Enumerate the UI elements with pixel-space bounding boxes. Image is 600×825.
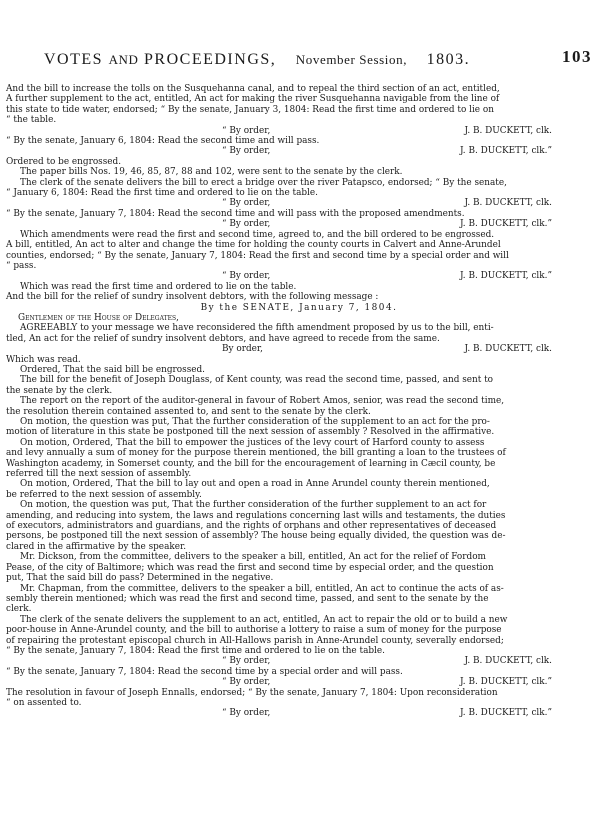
signature-clerk: J. B. DUCKETT, clk.”	[459, 271, 552, 282]
text-line: A bill, entitled, An act to alter and change the time for holding the county courts in Calvert and Anne-Arundel	[6, 240, 501, 251]
message-heading: By the SENATE, January 7, 1804.	[200, 302, 398, 313]
header-and: AND	[108, 52, 139, 67]
text-line: clerk.	[6, 604, 32, 615]
text-line: be referred to the next session of assembly.	[6, 489, 202, 500]
text-line: The bill for the benefit of Joseph Douglass, of Kent county, was read the second time, passed, and sent to	[20, 375, 494, 386]
text-line: of executors, administrators and guardians, and the rights of orphans and other representatives of deceased	[6, 521, 497, 532]
signature-block	[6, 656, 592, 666]
signature-block	[6, 198, 592, 208]
signature-by-order: “ By order,	[222, 271, 271, 282]
text-line: the resolution therein contained assented to, and sent to the senate by the clerk.	[6, 406, 371, 417]
header-year: 1803.	[426, 51, 471, 68]
text-line: AGREEABLY to your message we have reconsidered the fifth amendment proposed by us to the bill, enti-	[20, 323, 494, 334]
signature-block	[6, 708, 592, 718]
text-line: put, That the said bill do pass? Determined in the negative.	[6, 573, 274, 584]
signature-clerk: J. B. DUCKETT, clk.	[464, 125, 552, 136]
text-line: referred till the next session of assembly.	[6, 469, 192, 480]
text-line: Mr. Chapman, from the committee, delivers to the speaker a bill, entitled, An act to continue the acts of as-	[20, 583, 504, 594]
text-line: the senate by the clerk.	[6, 385, 113, 396]
text-line: On motion, the question was put, That the further consideration of the supplement to an act for the pro-	[20, 417, 490, 427]
text-line: “ on assented to.	[6, 697, 82, 708]
signature-by-order: “ By order,	[222, 146, 271, 157]
signature-by-order: “ By order,	[222, 125, 271, 136]
signature-clerk: J. B. DUCKETT, clk.	[464, 344, 552, 355]
body-text	[6, 84, 592, 719]
signature-by-order: By order,	[222, 344, 263, 355]
signature-block	[6, 126, 592, 136]
text-line: “ By the senate, January 6, 1804: Read the second time and will pass.	[6, 136, 320, 147]
signature-block	[6, 344, 592, 354]
text-line: Mr. Dickson, from the committee, delivers to the speaker a bill, entitled, An act for the relief of Fordom	[20, 552, 486, 563]
text-line: “ By the senate, January 7, 1804: Read the second time and will pass with the proposed amendments.	[6, 208, 465, 219]
text-line: And the bill for the relief of sundry insolvent debtors, with the following message :	[6, 292, 379, 303]
text-line: And the bill to increase the tolls on the Susquehanna canal, and to repeal the third section of an act, entitled,	[6, 84, 500, 94]
text-line: poor-house in Anne-Arundel county, and the bill to authorise a lottery to raise a sum of money for the purpose	[6, 625, 502, 636]
page-header	[44, 47, 592, 68]
text-line: “ the table.	[6, 115, 57, 126]
text-line: “ pass.	[6, 260, 37, 271]
text-line: and levy annually a sum of money for the purpose therein mentioned, the bill granting a loan to the trustees of	[6, 448, 506, 459]
signature-block	[6, 219, 592, 229]
text-line: Which was read.	[6, 354, 81, 365]
text-line: On motion, the question was put, That the further consideration of the further supplement to an act for	[20, 500, 487, 511]
text-line: The clerk of the senate delivers the supplement to an act, entitled, An act to repair the old or to build a new	[20, 614, 508, 625]
signature-by-order: “ By order,	[222, 677, 271, 688]
page-number: 103	[562, 47, 592, 66]
text-line: “ January 6, 1804: Read the first time and ordered to lie on the table.	[6, 188, 318, 199]
text-line: On motion, Ordered, That the bill to lay out and open a road in Anne Arundel county therein mentioned,	[20, 479, 490, 490]
text-line: The report on the report of the auditor-general in favour of Robert Amos, senior, was read the second time,	[20, 396, 505, 407]
text-line: A further supplement to the act, entitled, An act for making the river Susquehanna navigable from the line of	[6, 94, 500, 105]
signature-by-order: “ By order,	[222, 708, 271, 719]
text-line: Washington academy, in Somerset county, and the bill for the encouragement of learning in Cæcil county, be	[6, 458, 496, 469]
header-proceedings: PROCEEDINGS,	[144, 51, 277, 68]
text-line: clared in the affirmative by the speaker.	[6, 541, 187, 552]
text-line: The clerk of the senate delivers the bill to erect a bridge over the river Patapsco, endorsed; “ By the senate,	[20, 177, 507, 188]
text-line: this state to tide water, endorsed; “ By the senate, January 3, 1804: Read the first time and ordered to lie on	[6, 104, 494, 115]
text-line: Which amendments were read the first and second time, agreed to, and the bill ordered to be engrossed.	[20, 229, 495, 240]
signature-clerk: J. B. DUCKETT, clk.”	[459, 677, 552, 688]
text-line: counties, endorsed; “ By the senate, January 7, 1804: Read the first and second time by a special order and will	[6, 250, 509, 261]
header-session: November Session,	[295, 52, 408, 67]
header-votes: VOTES	[44, 51, 104, 68]
message-address: Gentlemen of the House of Delegates,	[18, 312, 179, 323]
signature-block	[6, 146, 592, 156]
signature-clerk: J. B. DUCKETT, clk.”	[459, 708, 552, 719]
signature-block	[6, 271, 592, 281]
text-line: sembly therein mentioned; which was read the first and second time, passed, and sent to the senate by the	[6, 593, 489, 604]
signature-by-order: “ By order,	[222, 656, 271, 667]
signature-clerk: J. B. DUCKETT, clk.”	[459, 219, 552, 230]
text-line: Ordered, That the said bill be engrossed.	[20, 364, 205, 375]
text-line: tled, An act for the relief of sundry insolvent debtors, and have agreed to recede from the same.	[6, 333, 440, 344]
text-line: On motion, Ordered, That the bill to empower the justices of the levy court of Harford county to assess	[20, 437, 485, 448]
signature-clerk: J. B. DUCKETT, clk.	[464, 656, 552, 667]
signature-by-order: “ By order,	[222, 219, 271, 230]
signature-clerk: J. B. DUCKETT, clk.”	[459, 146, 552, 157]
signature-by-order: “ By order,	[222, 198, 271, 209]
text-line: The paper bills Nos. 19, 46, 85, 87, 88 and 102, were sent to the senate by the clerk.	[20, 167, 403, 178]
signature-block	[6, 677, 592, 687]
text-line: Pease, of the city of Baltimore; which was read the first and second time by especial order, and the question	[6, 562, 494, 573]
text-line: The resolution in favour of Joseph Ennalls, endorsed; “ By the senate, January 7, 1804: Upon reconsideration	[6, 687, 498, 698]
text-line: Ordered to be engrossed.	[6, 156, 122, 167]
text-line: Which was read the first time and ordered to lie on the table.	[20, 281, 297, 292]
text-line: persons, be postponed till the next session of assembly? The house being equally divided, the question was de-	[6, 531, 506, 542]
text-line: “ By the senate, January 7, 1804: Read the first time and ordered to lie on the table.	[6, 645, 385, 656]
text-line: motion of literature in this state be postponed till the next session of assembly ? Resolved in the affirmative.	[6, 427, 495, 438]
text-line: of repairing the protestant episcopal church in All-Hallows parish in Anne-Arundel county, severally endorsed;	[6, 635, 504, 646]
text-line: amending, and reducing into system, the laws and regulations concerning last wills and testaments, the duties	[6, 510, 506, 521]
signature-clerk: J. B. DUCKETT, clk.	[464, 198, 552, 209]
text-line: “ By the senate, January 7, 1804: Read the second time by a special order and will pass.	[6, 666, 403, 677]
